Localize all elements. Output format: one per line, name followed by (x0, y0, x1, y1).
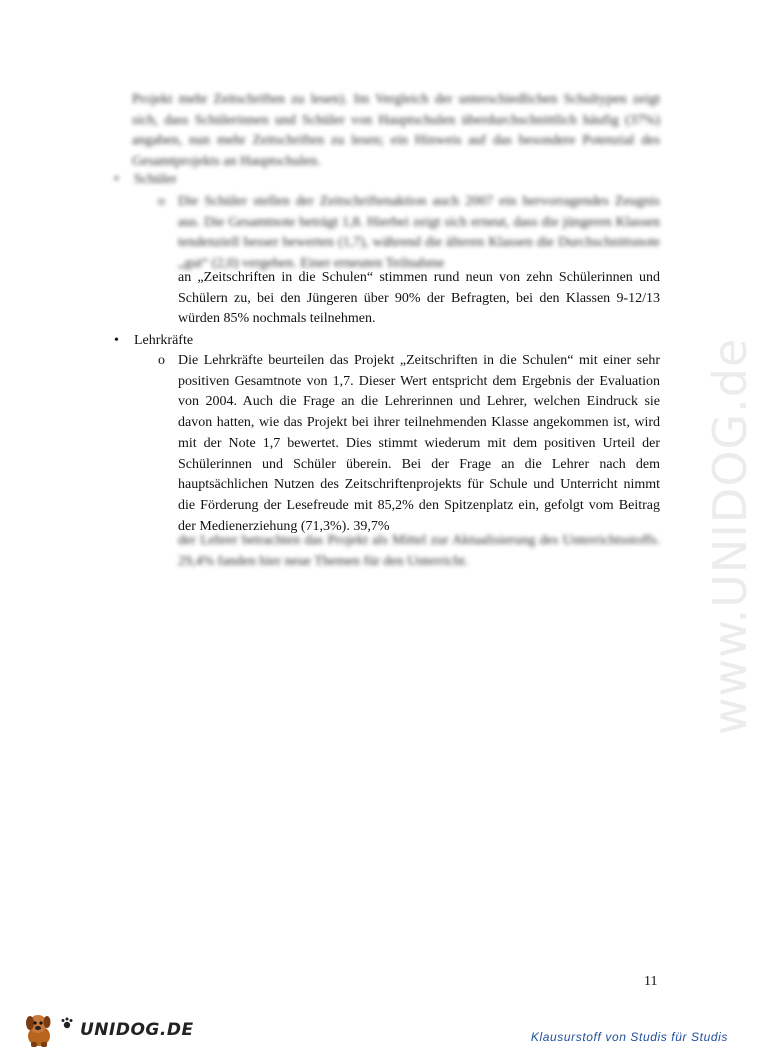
lehrkraefte-blurred-text: der Lehrer betrachten das Projekt als Mittel zur Aktualisierung des Unterrichtsstoffs. 29,4% fanden hier neue Themen für den Unterricht. (178, 533, 660, 569)
bullet-dot: • (114, 333, 119, 348)
sub-bullet-circle: o (158, 353, 165, 368)
bullet-dot: • (114, 172, 119, 187)
bullet-schueler (114, 170, 177, 190)
paw-icon (60, 1016, 74, 1030)
sub-bullet-circle: o (158, 194, 165, 209)
lehrkraefte-visible-text: Die Lehrkräfte beurteilen das Projekt „Zeitschriften in die Schulen“ mit einer sehr positiven Gesamtnote von 1,7. Dieser Wert entspricht dem Ergebnis der Evaluation von 2004. Auch die Frage an die Lehrerinnen und Lehrer, welchen Eindruck sie davon hatten, wie das Projekt bei ihrer teilnehmenden Klasse angekommen ist, wird mit der Note 1,7 bewertet. Dies stimmt wiederum mit dem positiven Urteil der Schülerinnen und Schüler überein. Bei der Frage an die Lehrer nach dem hauptsächlichen Nutzen des Zeitschriftenprojekts für Schule und Unterricht nimmt die Förderung der Lesefreude mit 85,2% den Spitzenplatz ein, gefolgt vom Beitrag der Medienerziehung (71,3%). 39,7% (178, 353, 660, 534)
schueler-blurred-text: Die Schüler stellen der Zeitschriftenaktion auch 2007 ein hervorragendes Zeugnis aus. Die Gesamtnote beträgt 1,8. Hierbei zeigt sich erneut, dass die jüngeren Klassen tendenziell besser bewerten (1,7), während die älteren Klassen die Durchschnittsnote „gut“ (2,0) vergeben. Einer erneuten Teilnahme (178, 194, 660, 272)
dog-mascot-icon (22, 1012, 56, 1048)
sub-item-schueler-blurred (158, 192, 660, 275)
watermark-text: www.UNIDOG.de (703, 337, 757, 735)
unidog-logo (22, 1012, 194, 1048)
logo-text: UNIDOG.DE (80, 1020, 194, 1040)
page-number: 11 (644, 974, 658, 989)
bullet-lehrkraefte (114, 331, 194, 351)
blurred-intro-paragraph: Projekt mehr Zeitschriften zu lesen). Im Vergleich der unterschiedlichen Schultypen zeigt sich, dass Schülerinnen und Schüler von Hauptschulen überdurchschnittlich häufig (37%) angaben, nun mehr Zeitschriften zu lesen; ein Hinweis auf das besondere Potenzial des Gesamtprojekts an Hauptschulen. (132, 92, 660, 169)
sub-item-lehrkraefte (158, 351, 660, 537)
bullet-heading-schueler: Schüler (134, 172, 177, 187)
footer-tagline: Klausurstoff von Studis für Studis (530, 1030, 728, 1044)
bullet-heading-lehrkraefte: Lehrkräfte (134, 333, 194, 348)
schueler-visible-text: an „Zeitschriften in die Schulen“ stimmen rund neun von zehn Schülerinnen und Schülern zu, bei den Jüngeren über 90% der Befragten, bei den Klassen 9-12/13 würden 85% nochmals teilnehmen. (178, 270, 660, 327)
